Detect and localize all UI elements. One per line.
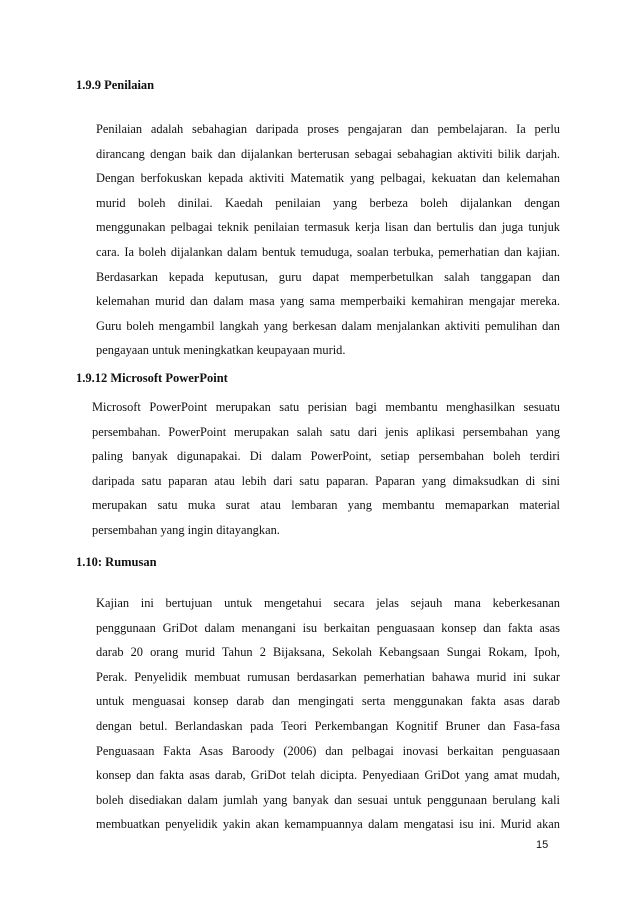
paragraph-line: murid boleh dinilai. Kaedah penilaian yang berbeza boleh dijalankan dengan — [96, 195, 560, 210]
paragraph-line: persembahan. PowerPoint merupakan salah satu dari jenis aplikasi persembahan yang — [92, 424, 560, 439]
paragraph-line: darab 20 orang murid Tahun 2 Bijaksana, Sekolah Kebangsaan Sungai Rokam, Ipoh, — [96, 645, 560, 660]
paragraph-line: merupakan satu muka surat atau lembaran yang membantu memaparkan material — [92, 498, 560, 513]
paragraph-line: cara. Ia boleh dijalankan dalam bentuk temuduga, soalan terbuka, pemerhatian dan kajian. — [96, 244, 560, 259]
paragraph-line: Penguasaan Fakta Asas Baroody (2006) dan pelbagai inovasi berkaitan penguasaan — [96, 743, 560, 758]
paragraph-line: Penilaian adalah sebahagian daripada proses pengajaran dan pembelajaran. Ia perlu — [96, 122, 560, 136]
paragraph-line: paling banyak digunapakai. Di dalam PowerPoint, setiap persembahan boleh terdiri — [92, 449, 560, 464]
paragraph-rumusan — [96, 591, 560, 837]
paragraph-penilaian — [96, 117, 560, 363]
section-heading-penilaian: 1.9.9 Penilaian — [76, 78, 155, 92]
paragraph-line: pengayaan untuk meningkatkan keupayaan murid. — [96, 343, 346, 358]
paragraph-line: kelemahan murid dan dalam masa yang sama memperbaiki kemahiran mengajar mereka. — [96, 294, 560, 309]
paragraph-line: konsep dan fakta asas darab, GriDot telah dicipta. Penyediaan GriDot yang amat mudah, — [96, 768, 560, 783]
paragraph-line: Berdasarkan kepada keputusan, guru dapat memperbetulkan salah tanggapan dan — [96, 269, 560, 284]
paragraph-line: Microsoft PowerPoint merupakan satu perisian bagi membantu menghasilkan sesuatu — [92, 400, 560, 414]
paragraph-line: Guru boleh mengambil langkah yang berkesan dalam menjalankan aktiviti pemulihan dan — [96, 318, 560, 333]
paragraph-line: dengan betul. Berlandaskan pada Teori Perkembangan Kognitif Bruner dan Fasa-fasa — [96, 718, 560, 733]
paragraph-line: persembahan yang ingin ditayangkan. — [92, 522, 280, 537]
paragraph-line: penggunaan GriDot dalam menangani isu berkaitan penguasaan konsep dan fakta asas — [96, 620, 560, 635]
paragraph-line: membuatkan penyelidik yakin akan kemampuannya dalam mengatasi isu ini. Murid akan — [96, 817, 560, 832]
paragraph-line: Dengan berfokuskan kepada aktiviti Matematik yang pelbagai, kekuatan dan kelemahan — [96, 171, 560, 186]
paragraph-line: Kajian ini bertujuan untuk mengetahui secara jelas sejauh mana keberkesanan — [96, 596, 560, 610]
section-heading-powerpoint: 1.9.12 Microsoft PowerPoint — [76, 371, 228, 385]
page-number: 15 — [536, 839, 549, 851]
paragraph-line: menggunakan pelbagai teknik penilaian termasuk kerja lisan dan bertulis dan juga tunjuk — [96, 220, 560, 235]
section-heading-rumusan: 1.10: Rumusan — [76, 555, 157, 569]
paragraph-line: untuk menguasai konsep darab dan mengingati serta menggunakan fakta asas darab — [96, 694, 560, 709]
paragraph-line: Perak. Penyelidik membuat rumusan berdasarkan pemerhatian bahawa murid ini sukar — [96, 669, 560, 684]
paragraph-line: dirancang dengan baik dan dijalankan berterusan sebagai sebahagian aktiviti bilik darjah. — [96, 146, 560, 161]
paragraph-line: daripada satu paparan atau lebih dari satu paparan. Paparan yang dimaksudkan di sini — [92, 473, 560, 488]
paragraph-powerpoint — [92, 395, 560, 543]
paragraph-line: boleh disediakan dalam jumlah yang banyak dan sesuai untuk penggunaan berulang kali — [96, 792, 560, 807]
